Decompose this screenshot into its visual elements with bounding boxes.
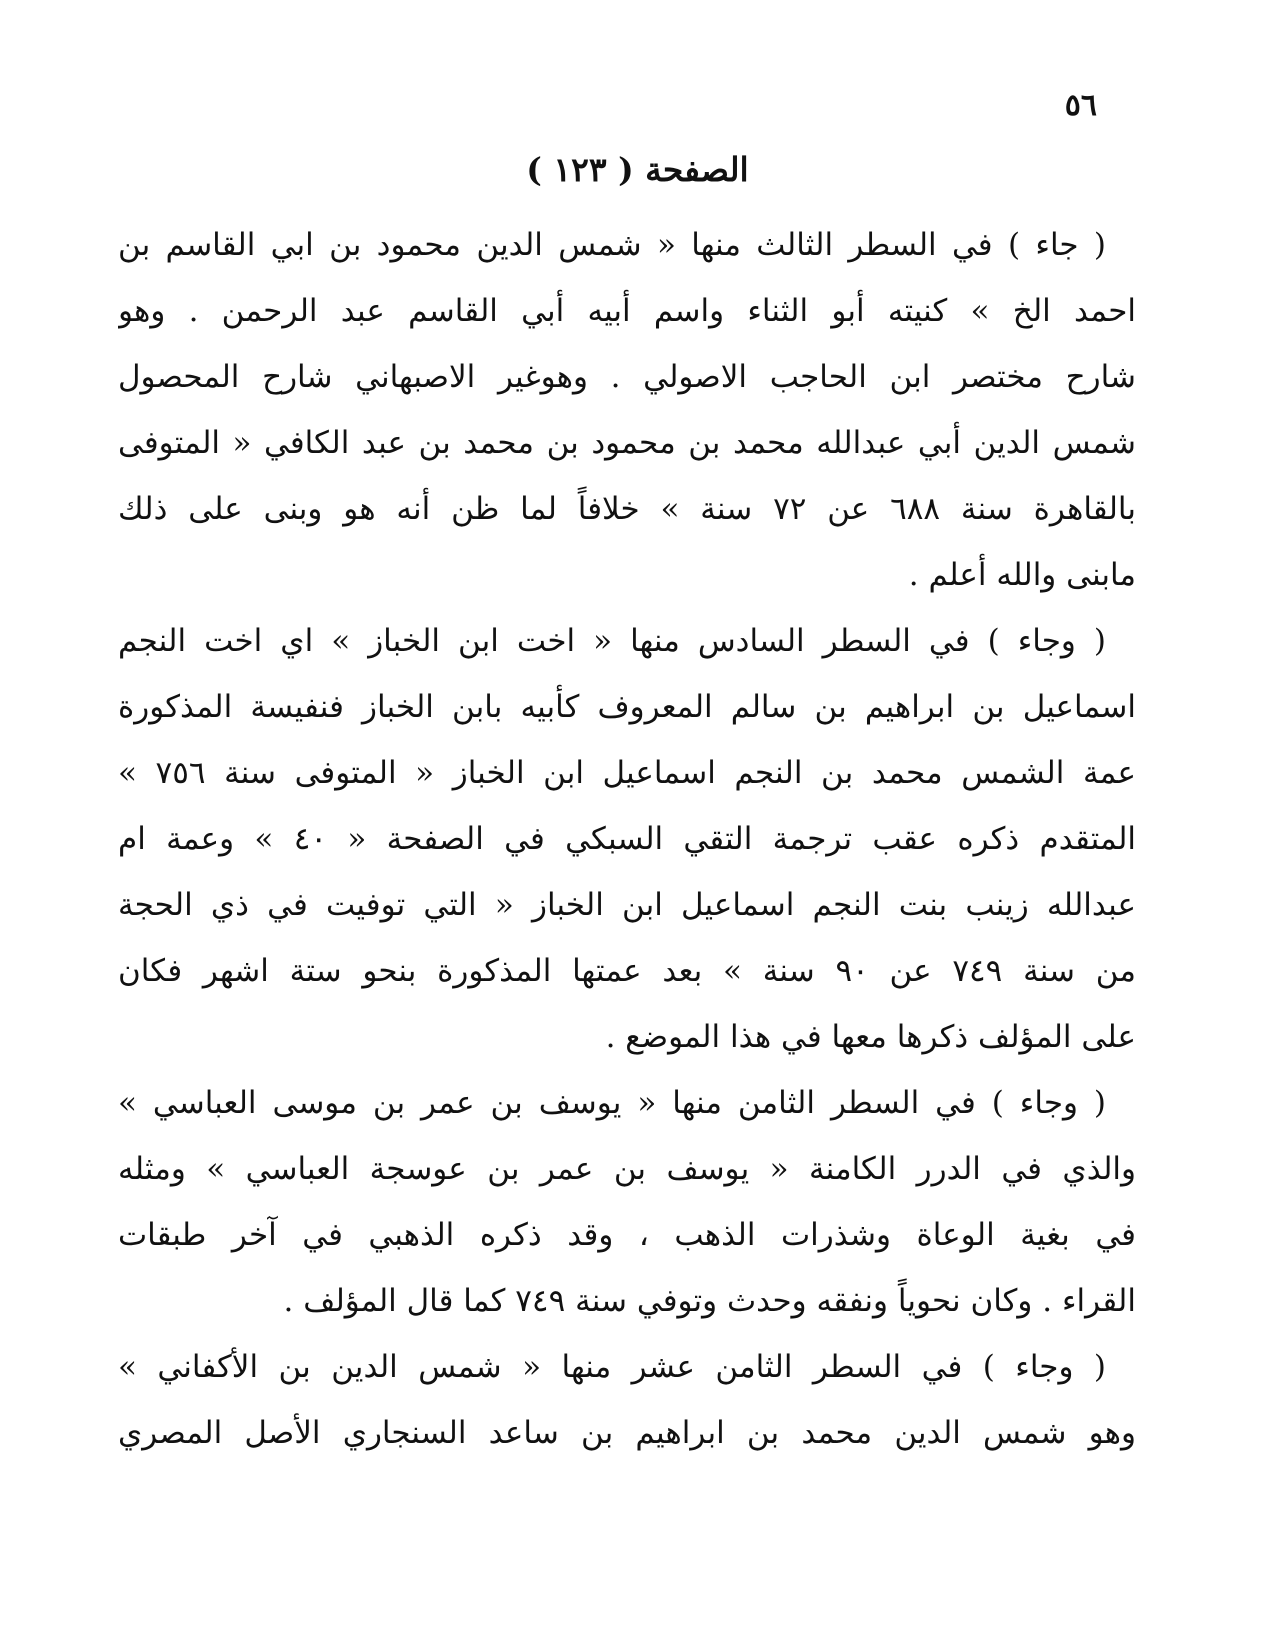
text-line: وهو شمس الدين محمد بن ابراهيم بن ساعد السنجاري الأصل المصري [118, 1415, 1136, 1451]
text-line: عمة الشمس محمد بن النجم اسماعيل ابن الخباز « المتوفى سنة ٧٥٦ » [118, 755, 1136, 791]
body-text [118, 212, 1136, 1466]
page-number: ٥٦ [1064, 88, 1097, 123]
text-line: ( وجاء ) في السطر الثامن عشر منها « شمس الدين بن الأكفاني » [118, 1349, 1106, 1385]
text-line: ( وجاء ) في السطر السادس منها « اخت ابن الخباز » اي اخت النجم [118, 623, 1106, 659]
page-heading: الصفحة ( ١٢٣ ) [526, 150, 749, 189]
text-line: بالقاهرة سنة ٦٨٨ عن ٧٢ سنة » خلافاً لما ظن أنه هو وبنى على ذلك [118, 491, 1136, 527]
text-line: ( جاء ) في السطر الثالث منها « شمس الدين محمود بن ابي القاسم بن [118, 227, 1106, 263]
text-line: من سنة ٧٤٩ عن ٩٠ سنة » بعد عمتها المذكورة بنحو ستة اشهر فكان [118, 953, 1136, 989]
text-line: في بغية الوعاة وشذرات الذهب ، وقد ذكره الذهبي في آخر طبقات [118, 1217, 1136, 1253]
text-line: على المؤلف ذكرها معها في هذا الموضع . [605, 1019, 1136, 1055]
text-line: شارح مختصر ابن الحاجب الاصولي . وهوغير الاصبهاني شارح المحصول [118, 359, 1136, 395]
text-line: ( وجاء ) في السطر الثامن منها « يوسف بن عمر بن موسى العباسي » [118, 1085, 1106, 1121]
text-line: اسماعيل بن ابراهيم بن سالم المعروف كأبيه بابن الخباز فنفيسة المذكورة [118, 689, 1136, 725]
text-line: والذي في الدرر الكامنة « يوسف بن عمر بن عوسجة العباسي » ومثله [118, 1151, 1136, 1187]
text-line: شمس الدين أبي عبدالله محمد بن محمود بن محمد بن عبد الكافي « المتوفى [118, 425, 1136, 461]
text-line: عبدالله زينب بنت النجم اسماعيل ابن الخباز « التي توفيت في ذي الحجة [118, 887, 1136, 923]
text-line: المتقدم ذكره عقب ترجمة التقي السبكي في الصفحة « ٤٠ » وعمة ام [118, 821, 1136, 857]
text-line: القراء . وكان نحوياً ونفقه وحدث وتوفي سنة ٧٤٩ كما قال المؤلف . [283, 1283, 1136, 1319]
text-line: مابنى والله أعلم . [908, 557, 1136, 593]
text-line: احمد الخ » كنيته أبو الثناء واسم أبيه أبي القاسم عبد الرحمن . وهو [118, 293, 1136, 329]
